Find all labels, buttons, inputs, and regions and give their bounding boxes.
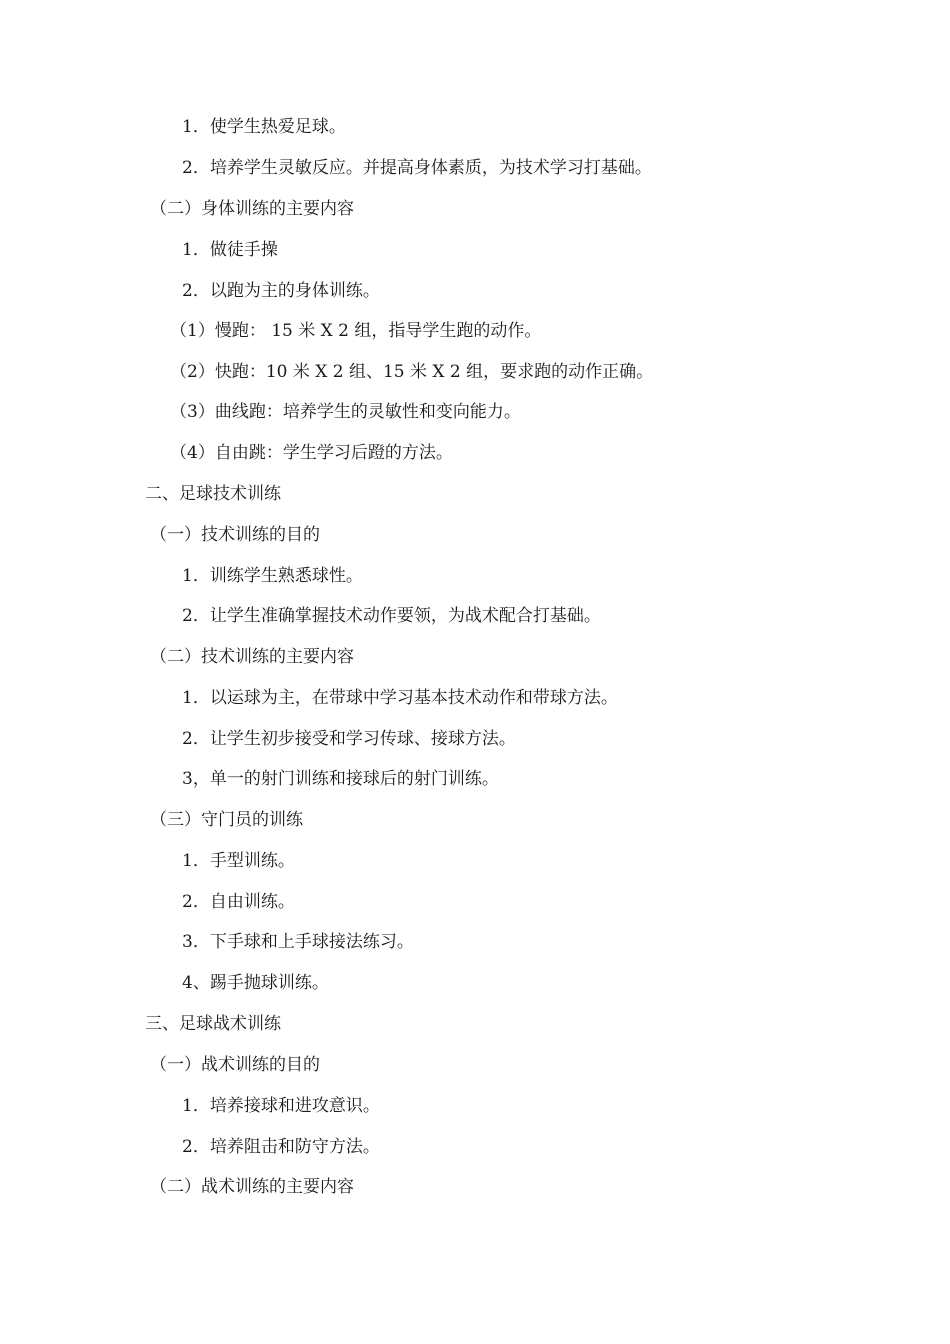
list-item: 1．培养接球和进攻意识。: [182, 1096, 380, 1116]
sub-list-item: （4）自由跳：学生学习后蹬的方法。: [170, 443, 453, 463]
list-item: 2．自由训练。: [182, 892, 295, 912]
subsection-heading: （二）技术训练的主要内容: [150, 647, 354, 667]
section-heading: 三、足球战术训练: [145, 1014, 281, 1034]
subsection-heading: （三）守门员的训练: [150, 810, 303, 830]
list-item: 1．手型训练。: [182, 851, 295, 871]
list-item: 1．训练学生熟悉球性。: [182, 566, 363, 586]
sub-list-item: （2）快跑：10 米 X 2 组、15 米 X 2 组，要求跑的动作正确。: [170, 362, 654, 382]
section-heading: 二、足球技术训练: [145, 484, 281, 504]
subsection-heading: （一）技术训练的目的: [150, 525, 320, 545]
sub-list-item: （3）曲线跑：培养学生的灵敏性和变向能力。: [170, 402, 521, 422]
subsection-heading: （一）战术训练的目的: [150, 1055, 320, 1075]
subsection-heading: （二）战术训练的主要内容: [150, 1177, 354, 1197]
list-item: 1．使学生热爱足球。: [182, 117, 346, 137]
list-item: 3．下手球和上手球接法练习。: [182, 932, 414, 952]
list-item: 3，单一的射门训练和接球后的射门训练。: [182, 769, 499, 789]
list-item: 2．培养学生灵敏反应。并提高身体素质，为技术学习打基础。: [182, 158, 652, 178]
list-item: 1．以运球为主，在带球中学习基本技术动作和带球方法。: [182, 688, 618, 708]
list-item: 2．让学生初步接受和学习传球、接球方法。: [182, 729, 516, 749]
list-item: 1．做徒手操: [182, 240, 278, 260]
sub-list-item: （1）慢跑： 15 米 X 2 组，指导学生跑的动作。: [170, 321, 542, 341]
list-item: 4、踢手抛球训练。: [182, 973, 329, 993]
list-item: 2．培养阻击和防守方法。: [182, 1137, 380, 1157]
subsection-heading: （二）身体训练的主要内容: [150, 199, 354, 219]
list-item: 2．以跑为主的身体训练。: [182, 281, 380, 301]
list-item: 2．让学生准确掌握技术动作要领，为战术配合打基础。: [182, 606, 601, 626]
